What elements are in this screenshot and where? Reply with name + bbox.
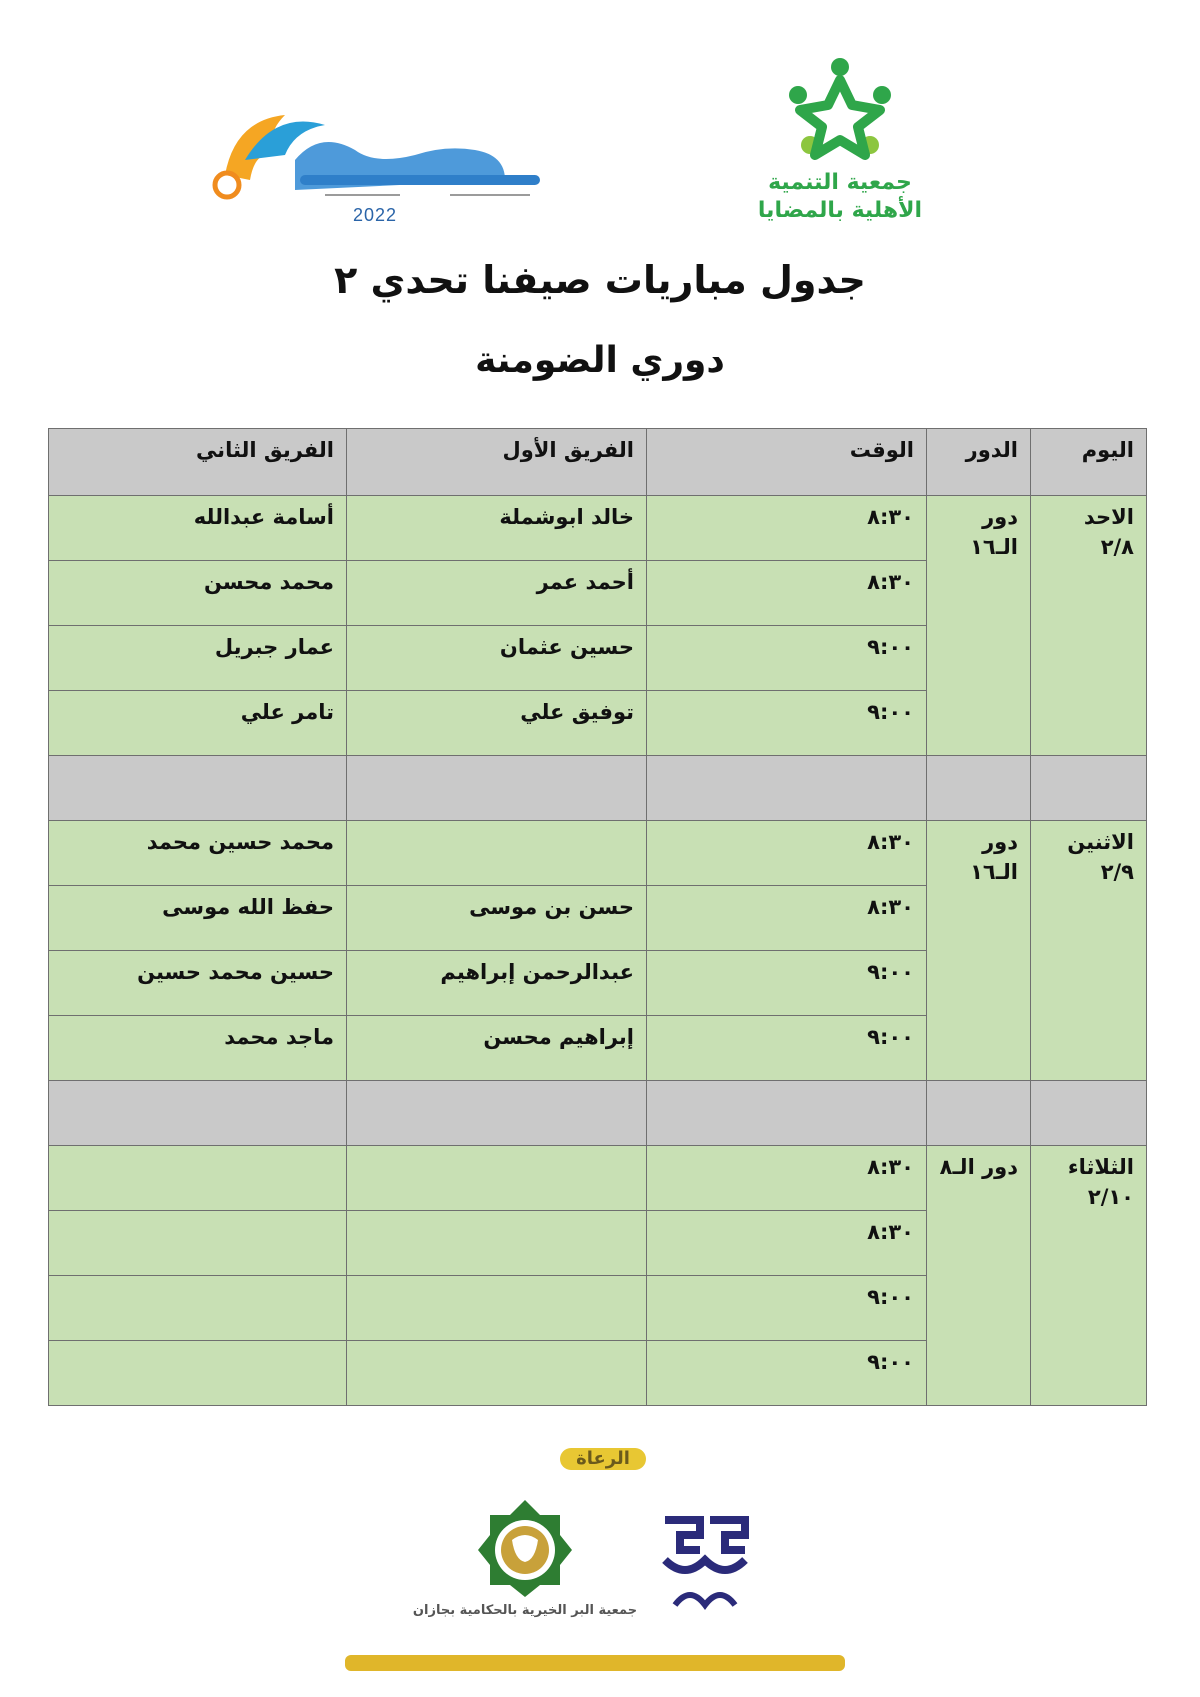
- day-cell: [1031, 496, 1147, 756]
- team2-cell: محمد حسين محمد: [49, 821, 347, 886]
- team2-cell: حفظ الله موسى: [49, 886, 347, 951]
- header-team2: الفريق الثاني: [49, 429, 347, 496]
- time-cell: ٩:٠٠: [647, 1276, 927, 1341]
- sponsor-charity-name: جمعية البر الخيرية بالحكامية بجازان: [412, 1603, 638, 1618]
- team2-cell: محمد محسن: [49, 561, 347, 626]
- header-team1: الفريق الأول: [347, 429, 647, 496]
- day-name: الاحد: [1083, 505, 1134, 529]
- team2-cell: [49, 1341, 347, 1406]
- kawaj-icon: [655, 1510, 755, 1625]
- day-cell: [1031, 821, 1147, 1081]
- time-cell: ٩:٠٠: [647, 626, 927, 691]
- team1-cell: [347, 1146, 647, 1211]
- team1-cell: توفيق علي: [347, 691, 647, 756]
- time-cell: ٨:٣٠: [647, 561, 927, 626]
- team1-cell: [347, 821, 647, 886]
- team1-cell: حسين عثمان: [347, 626, 647, 691]
- day-date: ٢/٩: [1100, 860, 1134, 884]
- time-cell: ٩:٠٠: [647, 691, 927, 756]
- green-emblem-icon: [470, 1495, 580, 1600]
- round-cell: دور الـ١٦: [927, 821, 1031, 1081]
- team2-cell: [49, 1276, 347, 1341]
- time-cell: ٩:٠٠: [647, 1341, 927, 1406]
- day-name: الثلاثاء: [1067, 1155, 1134, 1179]
- day-date: ٢/١٠: [1087, 1185, 1134, 1209]
- separator-row: [49, 1081, 1147, 1146]
- header-day: اليوم: [1031, 429, 1147, 496]
- time-cell: ٨:٣٠: [647, 886, 927, 951]
- round-cell: دور الـ٨: [927, 1146, 1031, 1406]
- day-cell: [1031, 1146, 1147, 1406]
- team2-cell: حسين محمد حسين: [49, 951, 347, 1016]
- separator-row: [49, 756, 1147, 821]
- time-cell: ٨:٣٠: [647, 821, 927, 886]
- team2-cell: أسامة عبدالله: [49, 496, 347, 561]
- team2-cell: تامر علي: [49, 691, 347, 756]
- team1-cell: خالد ابوشملة: [347, 496, 647, 561]
- time-cell: ٩:٠٠: [647, 1016, 927, 1081]
- day-date: ٢/٨: [1100, 535, 1134, 559]
- header-time: الوقت: [647, 429, 927, 496]
- team1-cell: إبراهيم محسن: [347, 1016, 647, 1081]
- table-row: [49, 1146, 1147, 1211]
- round-cell: دور الـ١٦: [927, 496, 1031, 756]
- table-row: [49, 496, 1147, 561]
- bottom-gold-bar: [345, 1655, 845, 1671]
- org-name-line-1: جمعية التنمية: [768, 170, 912, 195]
- table-row: [49, 821, 1147, 886]
- team1-cell: حسن بن موسى: [347, 886, 647, 951]
- team1-cell: [347, 1341, 647, 1406]
- team1-cell: [347, 1211, 647, 1276]
- time-cell: ٩:٠٠: [647, 951, 927, 1016]
- match-schedule-table: [48, 428, 1147, 1406]
- development-association-logo: [750, 55, 930, 240]
- day-name: الاثنين: [1067, 830, 1134, 854]
- team2-cell: ماجد محمد: [49, 1016, 347, 1081]
- team2-cell: [49, 1211, 347, 1276]
- team1-cell: عبدالرحمن إبراهيم: [347, 951, 647, 1016]
- header-round: الدور: [927, 429, 1031, 496]
- time-cell: ٨:٣٠: [647, 1211, 927, 1276]
- logo-year: 2022: [352, 205, 398, 225]
- people-star-icon: [780, 55, 900, 165]
- page-subtitle: دوري الضومنة: [475, 340, 725, 381]
- team1-cell: أحمد عمر: [347, 561, 647, 626]
- sponsor-kawaj-logo: [655, 1510, 755, 1625]
- time-cell: ٨:٣٠: [647, 496, 927, 561]
- table-header-row: [49, 429, 1147, 496]
- team2-cell: [49, 1146, 347, 1211]
- org-name-line-2: الأهلية بالمضايا: [757, 198, 923, 223]
- time-cell: ٨:٣٠: [647, 1146, 927, 1211]
- team2-cell: عمار جبريل: [49, 626, 347, 691]
- saifna-tahadi-logo: [205, 100, 545, 235]
- page-title: جدول مباريات صيفنا تحدي ٢: [334, 258, 866, 302]
- sponsors-label: الرعاة: [560, 1448, 646, 1470]
- sponsor-charity-logo: [400, 1495, 650, 1630]
- team1-cell: [347, 1276, 647, 1341]
